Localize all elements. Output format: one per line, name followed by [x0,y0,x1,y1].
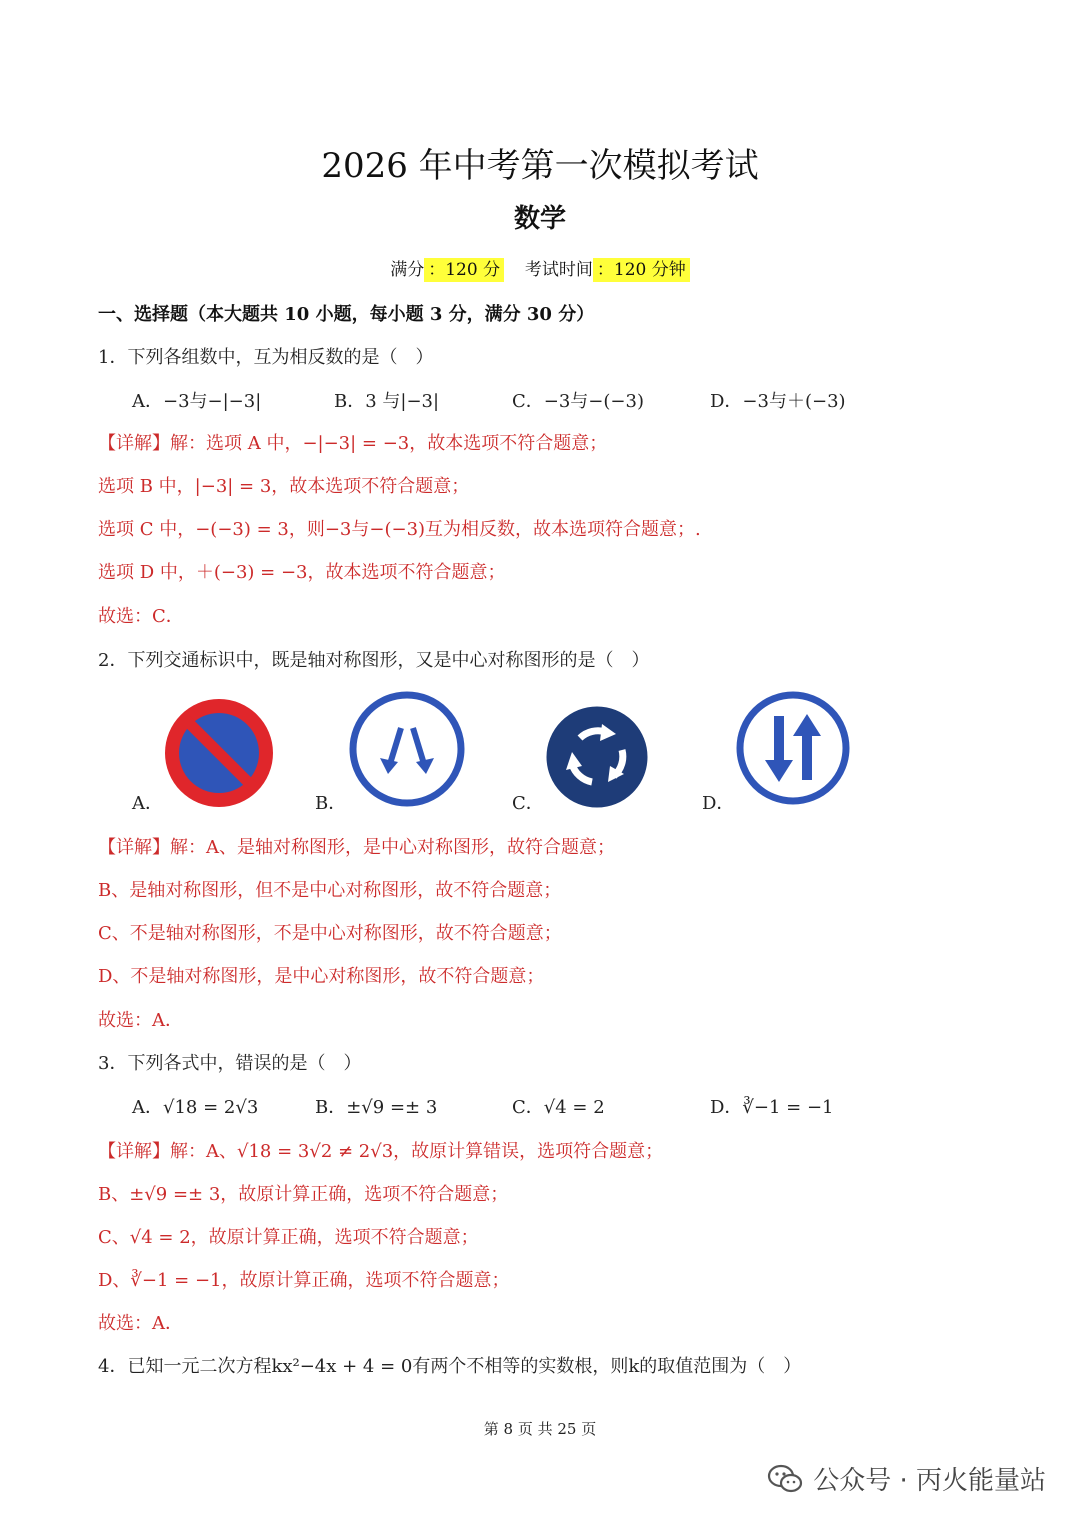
q1-option-b: B．3 与|−3| [334,391,440,412]
q3-solution-line: B、±√9 =± 3，故原计算正确，选项不符合题意； [98,1184,509,1205]
watermark-text: 公众号 · 丙火能量站 [813,1466,1046,1496]
subject-title: 数学 [513,204,566,234]
no-parking-sign-icon [163,697,275,809]
q3-option-c: C．√4 = 2 [512,1097,605,1118]
q2-solution-line: B、是轴对称图形，但不是中心对称图形，故不符合题意； [98,880,562,901]
q1-solution-line: 【详解】解：选项 A 中，−|−3| = −3，故本选项不符合题意； [98,433,608,454]
time-value: ：120 分钟 [593,258,690,282]
q3-solution-line: D、∛−1 = −1，故原计算正确，选项不符合题意； [98,1270,510,1291]
q2-solution-line: D、不是轴对称图形，是中心对称图形，故不符合题意； [98,966,545,987]
q2-solution-line: 【详解】解：A、是轴对称图形，是中心对称图形，故符合题意； [98,837,615,858]
page-title: 2026 年中考第一次模拟考试 [321,146,759,186]
page-number: 第 8 页 共 25 页 [483,1420,597,1438]
diverging-arrows-sign-icon [348,690,466,808]
time-label: 考试时间 [524,260,593,280]
full-score-value: ：120 分 [424,258,504,282]
roundabout-sign-icon [542,702,652,812]
question-2-stem: 2．下列交通标识中，既是轴对称图形，又是中心对称图形的是（ ） [98,650,650,671]
watermark [767,1460,1046,1497]
wechat-icon [767,1464,803,1494]
q2-option-b: B． [315,793,347,814]
q3-option-d: D．∛−1 = −1 [710,1097,834,1118]
q1-option-a: A．−3与−|−3| [132,391,262,412]
q3-solution-line: C、√4 = 2，故原计算正确，选项不符合题意； [98,1227,479,1248]
q1-answer: 故选：C． [98,606,184,627]
question-3-stem: 3．下列各式中，错误的是（ ） [98,1053,362,1074]
q2-option-a: A． [132,793,163,814]
q3-option-a: A．√18 = 2√3 [132,1097,259,1118]
section-heading: 一、选择题（本大题共 10 小题，每小题 3 分，满分 30 分） [98,304,595,325]
q1-solution-line: 选项 C 中，−(−3) = 3，则−3与−(−3)互为相反数，故本选项符合题意；. [98,519,701,540]
question-1-stem: 1．下列各组数中，互为相反数的是（ ） [98,347,434,368]
full-score-label: 满分 [390,260,425,280]
q2-solution-line: C、不是轴对称图形，不是中心对称图形，故不符合题意； [98,923,562,944]
q2-option-d: D． [702,793,735,814]
q2-answer: 故选：A． [98,1010,183,1031]
exam-meta [0,255,1080,280]
q3-option-b: B．±√9 =± 3 [315,1097,438,1118]
q1-option-d: D．−3与＋(−3) [710,391,846,412]
q3-answer: 故选：A． [98,1313,183,1334]
q1-solution-line: 选项 B 中，|−3| = 3，故本选项不符合题意； [98,476,470,497]
q2-option-c: C． [512,793,544,814]
two-way-traffic-sign-icon [735,690,851,806]
question-4-stem: 4．已知一元二次方程kx²−4x + 4 = 0有两个不相等的实数根，则k的取值范围为（ ） [98,1356,802,1377]
q1-option-c: C．−3与−(−3) [512,391,644,412]
q3-solution-line: 【详解】解：A、√18 = 3√2 ≠ 2√3，故原计算错误，选项符合题意； [98,1141,664,1162]
q1-solution-line: 选项 D 中，＋(−3) = −3，故本选项不符合题意； [98,562,506,583]
